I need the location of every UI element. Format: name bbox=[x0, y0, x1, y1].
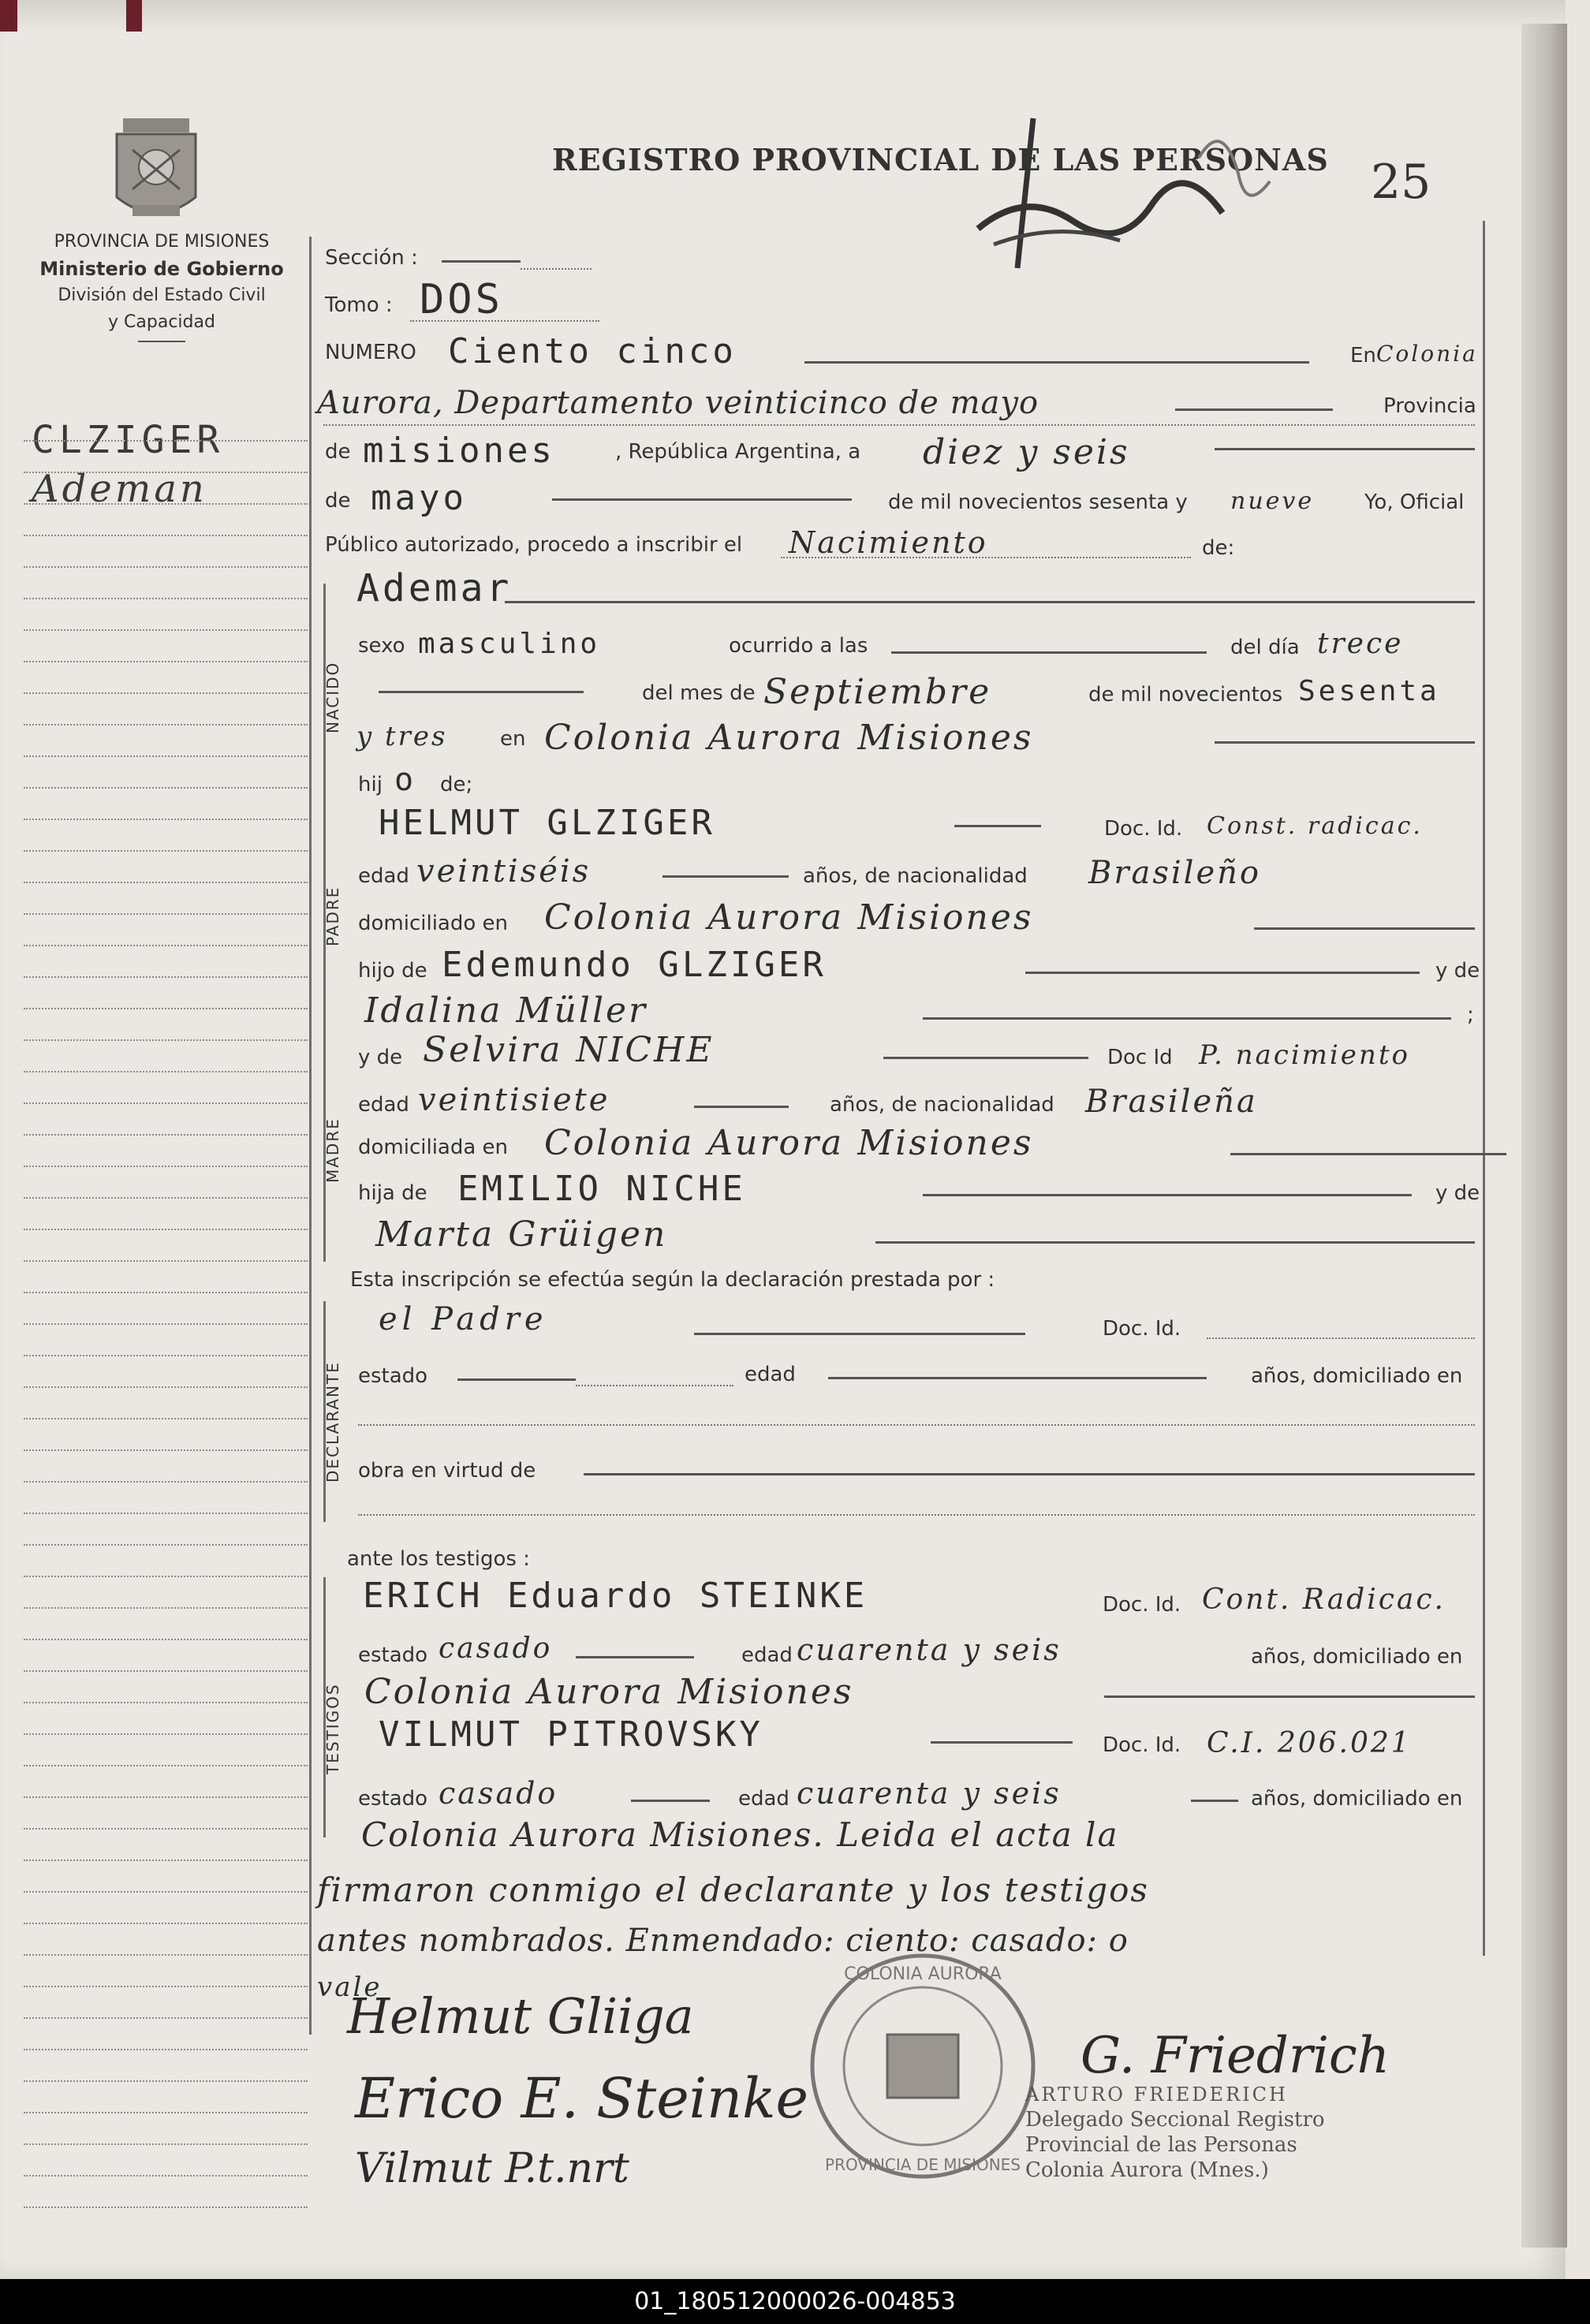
padre-edad-value: veintiséis bbox=[416, 853, 592, 890]
testigos-section-label: TESTIGOS bbox=[323, 1683, 342, 1774]
margin-line bbox=[24, 1766, 308, 1798]
mes-value: mayo bbox=[371, 478, 467, 518]
seccion-dots bbox=[521, 268, 592, 270]
margin-line bbox=[24, 1703, 308, 1735]
testigo1-doc-value: Cont. Radicac. bbox=[1202, 1584, 1446, 1616]
anio-nac-value-2: y tres bbox=[356, 721, 448, 752]
madre-dom-line bbox=[1230, 1153, 1506, 1155]
publico-label: Público autorizado, procedo a inscribir el bbox=[325, 533, 743, 557]
margin-line bbox=[24, 1230, 308, 1262]
margin-line bbox=[24, 1262, 308, 1293]
margin-line bbox=[24, 505, 308, 536]
de-mil-label: de mil novecientos sesenta y bbox=[888, 491, 1188, 514]
declarante-estado-label: estado bbox=[358, 1364, 428, 1388]
testigo2-doc-value: C.I. 206.021 bbox=[1207, 1727, 1412, 1759]
padre-doc-value: Const. radicac. bbox=[1207, 812, 1423, 840]
margin-line bbox=[24, 1672, 308, 1703]
padre-edad-label: edad bbox=[358, 864, 409, 888]
testigo1-value: ERICH Eduardo STEINKE bbox=[363, 1576, 868, 1616]
madre-padre-line bbox=[923, 1194, 1412, 1196]
margin-line bbox=[24, 2050, 308, 2082]
ministry-label: Ministerio de Gobierno bbox=[39, 258, 284, 280]
margin-line bbox=[24, 1830, 308, 1861]
closing-line-2: antes nombrados. Enmendado: ciento: casado: o bbox=[317, 1923, 1129, 1959]
testigo1-estado-label: estado bbox=[358, 1643, 428, 1667]
svg-text:COLONIA AURORA: COLONIA AURORA bbox=[844, 1964, 1002, 1984]
madre-dom-label: domiciliada en bbox=[358, 1136, 509, 1159]
margin-line bbox=[24, 2082, 308, 2113]
madre-nombre-line bbox=[883, 1057, 1088, 1059]
margin-line bbox=[24, 726, 308, 757]
padre-nombre-value: HELMUT GLZIGER bbox=[379, 803, 715, 843]
madre-y-de-label: y de bbox=[358, 1046, 403, 1069]
margin-line bbox=[24, 1136, 308, 1167]
padre-edad-line bbox=[662, 875, 789, 878]
testigo1-edad-label: edad bbox=[741, 1643, 793, 1667]
obra-dots bbox=[358, 1514, 1475, 1516]
madre-nac-value: Brasileña bbox=[1085, 1084, 1258, 1120]
padre-hijo-de-label: hijo de bbox=[358, 959, 427, 983]
en-value: Colonia bbox=[1376, 341, 1478, 367]
numero-line bbox=[804, 361, 1309, 364]
madre-doc-label: Doc Id bbox=[1107, 1046, 1173, 1069]
margin-line bbox=[24, 2113, 308, 2145]
tomo-label: Tomo : bbox=[325, 293, 393, 317]
padre-dom-label: domiciliado en bbox=[358, 912, 509, 935]
nombre-value: Ademar bbox=[356, 566, 513, 610]
madre-edad-label: edad bbox=[358, 1093, 409, 1117]
margin-line bbox=[24, 662, 308, 694]
declarante-estado-dots bbox=[576, 1385, 733, 1386]
tomo-dots bbox=[410, 320, 599, 322]
page-top-edge bbox=[0, 0, 1566, 32]
margin-line bbox=[24, 536, 308, 568]
margin-rule bbox=[309, 237, 312, 2035]
margin-line bbox=[24, 1893, 308, 1924]
margin-line bbox=[24, 1924, 308, 1956]
official-stamp bbox=[1025, 2082, 1357, 2183]
margin-line bbox=[24, 1356, 308, 1388]
ante-testigos-label: ante los testigos : bbox=[347, 1547, 530, 1571]
margin-line bbox=[24, 1861, 308, 1893]
padre-madre-value: Idalina Müller bbox=[364, 990, 648, 1031]
padre-doc-label: Doc. Id. bbox=[1104, 817, 1183, 841]
margin-line bbox=[24, 852, 308, 883]
margin-line bbox=[24, 1072, 308, 1104]
lugar-nac-line bbox=[1215, 741, 1475, 744]
de-mil-2-label: de mil novecientos bbox=[1088, 683, 1283, 707]
padre-section-label: PADRE bbox=[323, 886, 342, 946]
de-semi-label: de; bbox=[440, 773, 473, 796]
madre-padre-value: EMILIO NICHE bbox=[457, 1169, 746, 1209]
declarante-estado-line bbox=[457, 1378, 576, 1381]
seccion-label: Sección : bbox=[325, 246, 418, 270]
margin-line bbox=[24, 915, 308, 946]
lugar-value: Aurora, Departamento veinticinco de mayo bbox=[317, 385, 1039, 421]
sexo-value: masculino bbox=[418, 628, 601, 660]
testigo1-edad-value: cuarenta y seis bbox=[797, 1632, 1062, 1667]
testigo1-dom-line bbox=[1104, 1695, 1475, 1698]
stamp-line-2: Provincial de las Personas bbox=[1025, 2133, 1297, 2157]
stamp-name: ARTURO FRIEDERICH bbox=[1025, 2083, 1288, 2106]
division-label: División del Estado Civil bbox=[58, 285, 266, 305]
madre-nac-label: años, de nacionalidad bbox=[830, 1093, 1054, 1117]
declarante-dom-dots bbox=[358, 1424, 1475, 1426]
madre-doc-value: P. nacimiento bbox=[1199, 1039, 1410, 1071]
margin-line bbox=[24, 568, 308, 599]
de-label-2: de bbox=[325, 489, 351, 513]
en-2-label: en bbox=[500, 727, 526, 751]
stamp-line-3: Colonia Aurora (Mnes.) bbox=[1025, 2158, 1269, 2182]
provincia-value: misiones bbox=[363, 431, 555, 471]
signature-official: G. Friedrich bbox=[1081, 2027, 1390, 2085]
margin-line bbox=[24, 1041, 308, 1072]
testigo1-estado-line bbox=[576, 1656, 694, 1658]
madre-dom-value: Colonia Aurora Misiones bbox=[544, 1123, 1034, 1163]
yo-oficial-label: Yo, Oficial bbox=[1364, 491, 1465, 514]
testigo2-estado-value: casado bbox=[439, 1776, 558, 1811]
padre-dom-line bbox=[1254, 927, 1475, 930]
padre-padre-line bbox=[1025, 972, 1420, 974]
padre-nac-value: Brasileño bbox=[1088, 855, 1261, 891]
margin-line bbox=[24, 1104, 308, 1136]
dia-nac-value: trece bbox=[1317, 628, 1404, 660]
province-label: PROVINCIA DE MISIONES bbox=[54, 232, 270, 252]
acto-dots bbox=[781, 557, 1191, 558]
margin-line bbox=[24, 442, 308, 473]
margin-line bbox=[24, 1325, 308, 1356]
margin-lines bbox=[24, 410, 308, 2208]
hijo-o-value: o bbox=[394, 762, 417, 798]
madre-section-label: MADRE bbox=[323, 1117, 342, 1183]
madre-edad-line bbox=[694, 1106, 789, 1108]
margin-line bbox=[24, 883, 308, 915]
republica-label: , República Argentina, a bbox=[615, 440, 861, 464]
acto-value: Nacimiento bbox=[789, 525, 988, 560]
mes-nac-value: Septiembre bbox=[763, 672, 992, 712]
del-mes-label: del mes de bbox=[642, 681, 756, 705]
declarante-section-label: DECLARANTE bbox=[323, 1361, 342, 1483]
padre-madre-line bbox=[923, 1017, 1451, 1020]
declarante-edad-label: edad bbox=[745, 1363, 796, 1386]
registry-round-stamp-icon bbox=[804, 1948, 1041, 2184]
margin-line bbox=[24, 820, 308, 852]
testigo2-doc-label: Doc. Id. bbox=[1103, 1733, 1181, 1757]
en-label: En bbox=[1350, 344, 1376, 367]
dia-line bbox=[1215, 448, 1475, 450]
testigo1-dom-value: Colonia Aurora Misiones bbox=[364, 1672, 854, 1712]
division-label-2: y Capacidad bbox=[108, 312, 215, 332]
margin-line bbox=[24, 1293, 308, 1325]
margin-line bbox=[24, 1514, 308, 1546]
margin-line bbox=[24, 694, 308, 726]
book-binding bbox=[1521, 24, 1567, 2248]
nombre-line bbox=[505, 601, 1475, 603]
numero-label: NUMERO bbox=[325, 341, 416, 364]
numero-value: Ciento cinco bbox=[448, 331, 737, 371]
lugar-dots bbox=[323, 424, 1475, 426]
margin-line bbox=[24, 2177, 308, 2208]
ocurrido-label: ocurrido a las bbox=[729, 634, 868, 658]
margin-line bbox=[24, 1546, 308, 1577]
binding-corner bbox=[0, 0, 17, 32]
issuer-header bbox=[14, 229, 309, 342]
margin-line bbox=[24, 1451, 308, 1483]
declarante-doc-dots bbox=[1207, 1337, 1475, 1339]
inscripcion-label: Esta inscripción se efectúa según la declaración prestada por : bbox=[350, 1268, 995, 1292]
margin-line bbox=[24, 2019, 308, 2050]
margin-line bbox=[24, 1009, 308, 1041]
testigo2-value: VILMUT PITROVSKY bbox=[379, 1714, 763, 1755]
de-colon-label: de: bbox=[1202, 536, 1235, 560]
margin-line bbox=[24, 1199, 308, 1230]
margin-line bbox=[24, 631, 308, 662]
declarante-value: el Padre bbox=[379, 1301, 548, 1337]
madre-edad-value: veintisiete bbox=[418, 1082, 610, 1118]
closing-line-3: vale bbox=[317, 1971, 383, 2003]
image-id: 01_180512000026-004853 bbox=[634, 2288, 956, 2315]
testigo2-anos-label: años, domiciliado en bbox=[1251, 1787, 1463, 1811]
margin-given-name: Ademan bbox=[32, 467, 207, 511]
madre-madre-line bbox=[875, 1241, 1475, 1244]
margin-line bbox=[24, 757, 308, 789]
hij-label: hij bbox=[358, 773, 383, 796]
province-seal-icon bbox=[109, 110, 203, 237]
page-number: 25 bbox=[1371, 155, 1431, 210]
margin-line bbox=[24, 1167, 308, 1199]
binding-corner bbox=[126, 0, 142, 32]
declarante-edad-line bbox=[828, 1377, 1207, 1379]
padre-nombre-line bbox=[954, 825, 1041, 827]
padre-y-de-label: y de bbox=[1435, 959, 1480, 983]
signature-testigo-2: Vilmut P.t.nrt bbox=[355, 2145, 629, 2192]
official-signature-scribble bbox=[962, 87, 1286, 276]
semicolon: ; bbox=[1467, 1003, 1474, 1027]
testigo2-edad-label: edad bbox=[738, 1787, 789, 1811]
mes-line bbox=[552, 498, 852, 501]
declarante-doc-label: Doc. Id. bbox=[1103, 1317, 1181, 1341]
testigo1-estado-value: casado bbox=[439, 1632, 553, 1665]
stamp-line-1: Delegado Seccional Registro bbox=[1025, 2108, 1325, 2132]
anio-value: nueve bbox=[1230, 487, 1315, 515]
padre-dom-value: Colonia Aurora Misiones bbox=[544, 897, 1034, 938]
margin-line bbox=[24, 946, 308, 978]
margin-line bbox=[24, 789, 308, 820]
margin-surname: CLZIGER bbox=[32, 418, 225, 462]
margin-line bbox=[24, 2145, 308, 2177]
declarante-anos-label: años, domiciliado en bbox=[1251, 1364, 1463, 1388]
madre-nombre-value: Selvira NICHE bbox=[423, 1030, 715, 1070]
testigo1-doc-label: Doc. Id. bbox=[1103, 1593, 1181, 1617]
margin-line bbox=[24, 1956, 308, 1987]
de-label: de bbox=[325, 440, 351, 464]
signature-testigo-1: Erico E. Steinke bbox=[355, 2066, 808, 2131]
margin-line bbox=[24, 1483, 308, 1514]
dia-nac-line bbox=[379, 691, 584, 693]
dia-value: diez y seis bbox=[923, 432, 1130, 472]
hora-line bbox=[891, 651, 1207, 654]
testigo2-estado-line bbox=[631, 1800, 710, 1802]
image-id-bar bbox=[0, 2279, 1590, 2324]
del-dia-label: del día bbox=[1230, 636, 1300, 659]
padre-nac-label: años, de nacionalidad bbox=[803, 864, 1028, 888]
lugar-nac-value: Colonia Aurora Misiones bbox=[544, 718, 1034, 758]
tomo-value: DOS bbox=[420, 276, 503, 323]
signature-padre: Helmut Gliiga bbox=[347, 1987, 694, 2045]
nacido-section-label: NACIDO bbox=[323, 661, 342, 733]
testigo2-line bbox=[931, 1741, 1073, 1744]
margin-line bbox=[24, 1987, 308, 2019]
right-rule bbox=[1483, 221, 1485, 1956]
divider bbox=[138, 341, 185, 342]
margin-line bbox=[24, 1640, 308, 1672]
margin-line bbox=[24, 599, 308, 631]
obra-label: obra en virtud de bbox=[358, 1459, 536, 1483]
obra-line bbox=[584, 1473, 1475, 1475]
closing-line-1: firmaron conmigo el declarante y los testigos bbox=[317, 1871, 1149, 1909]
margin-line bbox=[24, 1735, 308, 1766]
anio-nac-value: Sesenta bbox=[1298, 675, 1440, 707]
testigo2-dom-value: Colonia Aurora Misiones. Leida el acta la bbox=[361, 1815, 1119, 1854]
lugar-line bbox=[1175, 408, 1333, 411]
svg-text:PROVINCIA DE MISIONES: PROVINCIA DE MISIONES bbox=[825, 2155, 1021, 2174]
padre-padre-value: Edemundo GLZIGER bbox=[442, 945, 827, 985]
provincia-label: Provincia bbox=[1383, 394, 1476, 418]
madre-madre-value: Marta Grüigen bbox=[375, 1214, 668, 1255]
margin-line bbox=[24, 1388, 308, 1419]
seccion-line bbox=[442, 260, 521, 263]
testigo2-edad-value: cuarenta y seis bbox=[797, 1776, 1062, 1811]
madre-y-de-label-2: y de bbox=[1435, 1181, 1480, 1205]
margin-line bbox=[24, 1609, 308, 1640]
madre-hija-de-label: hija de bbox=[358, 1181, 427, 1205]
margin-line bbox=[24, 978, 308, 1009]
margin-line bbox=[24, 410, 308, 442]
margin-line bbox=[24, 1577, 308, 1609]
page-title: REGISTRO PROVINCIAL DE LAS PERSONAS bbox=[552, 142, 1329, 177]
declarante-line bbox=[694, 1333, 1025, 1335]
testigo2-estado-label: estado bbox=[358, 1787, 428, 1811]
testigo1-anos-label: años, domiciliado en bbox=[1251, 1645, 1463, 1669]
sexo-label: sexo bbox=[358, 634, 405, 658]
margin-line bbox=[24, 1419, 308, 1451]
testigo2-edad-line bbox=[1191, 1800, 1238, 1802]
margin-line bbox=[24, 1798, 308, 1830]
margin-line bbox=[24, 473, 308, 505]
